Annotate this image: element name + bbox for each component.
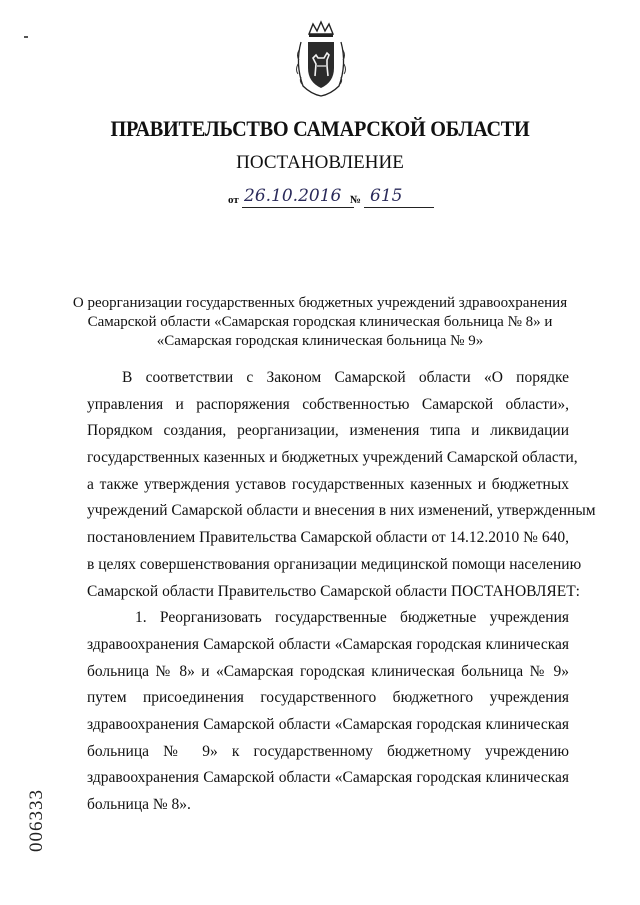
body-line: больница № 8». <box>87 796 191 813</box>
body-line: здравоохранения Самарской области «Самарская городская клиническая <box>87 635 569 653</box>
government-title: ПРАВИТЕЛЬСТВО САМАРСКОЙ ОБЛАСТИ <box>110 116 530 141</box>
body-line: 1. Реорганизовать государственные бюджетные учреждения <box>135 609 569 627</box>
coat-of-arms-icon <box>291 20 351 98</box>
body-line: здравоохранения Самарской области «Самарская городская клиническая <box>87 769 569 787</box>
body-line: здравоохранения Самарской области «Самарская городская клиническая <box>87 715 569 733</box>
date-number-line <box>228 186 438 210</box>
body-line: а также утверждения уставов государственных казенных и бюджетных <box>87 475 569 493</box>
body-line: Порядком создания, реорганизации, изменения типа и ликвидации <box>87 422 569 440</box>
handwritten-number: 615 <box>370 186 403 206</box>
subject-line: «Самарская городская клиническая больница № 9» <box>156 333 484 349</box>
body-line: больница № 8» и «Самарская городская клиническая больница № 9» <box>87 662 569 680</box>
document-type: ПОСТАНОВЛЕНИЕ <box>236 152 404 173</box>
number-underline <box>364 207 434 208</box>
document-body <box>87 365 596 819</box>
body-line: в целях совершенствования организации медицинской помощи населению <box>87 555 582 573</box>
body-line: путем присоединения государственного бюджетного учреждения <box>87 689 569 707</box>
body-line: Самарской области Правительство Самарской области ПОСТАНОВЛЯЕТ: <box>87 582 580 600</box>
body-line: учреждений Самарской области и внесения в них изменений, утвержденным <box>87 502 596 520</box>
document-subject <box>70 294 570 351</box>
body-line: постановлением Правительства Самарской области от 14.12.2010 № 640, <box>87 529 569 547</box>
subject-line: О реорганизации государственных бюджетных учреждений здравоохранения <box>72 295 568 311</box>
number-sign: № <box>350 194 362 206</box>
body-line: государственных казенных и бюджетных учреждений Самарской области, <box>87 449 578 467</box>
handwritten-date: 26.10.2016 <box>244 186 342 206</box>
scan-speck <box>24 36 28 38</box>
body-line: больница № 9» к государственному бюджетному учреждению <box>87 742 569 760</box>
subject-line: Самарской области «Самарская городская клиническая больница № 8» и <box>87 314 553 330</box>
margin-serial-number: 006333 <box>26 789 47 852</box>
body-line: В соответствии с Законом Самарской области «О порядке <box>122 369 569 386</box>
date-prefix: от <box>228 194 239 206</box>
date-underline <box>242 207 354 208</box>
body-line: управления и распоряжения собственностью Самарской области», <box>87 395 569 413</box>
